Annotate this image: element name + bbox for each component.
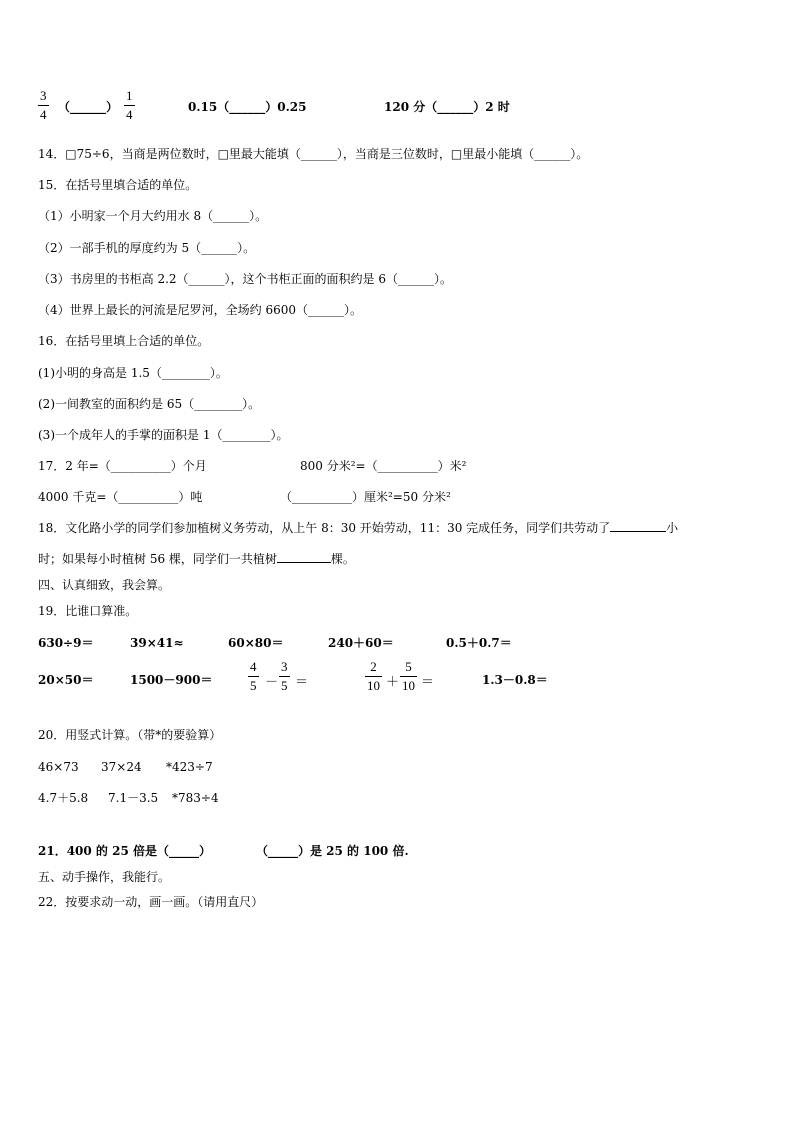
question-15-item-4: （4）世界上最长的河流是尼罗河，全场约 6600（______）。	[38, 303, 362, 317]
question-18-line-1: 18．文化路小学的同学们参加植树义务劳动，从上午 8：30 开始劳动，11：30 完成任务，同学们共劳动了 小	[38, 521, 679, 535]
plus-sign: ＋	[386, 674, 400, 689]
fraction-3-5: 3 5	[281, 659, 288, 693]
question-15-title: 15．在括号里填合适的单位。	[38, 178, 198, 192]
question-16-item-1: (1)小明的身高是 1.5（________）。	[38, 366, 228, 380]
section-5-heading: 五、动手操作，我能行。	[38, 870, 171, 884]
equals-sign: ＝	[295, 674, 309, 689]
calc-0-5: 0.5＋0.7＝	[446, 636, 512, 650]
question-15-item-1: （1）小明家一个月大约用水 8（______）。	[38, 209, 268, 223]
fraction-4-5: 4 5	[250, 659, 257, 693]
vertical-783: *783÷4	[172, 791, 219, 805]
question-15-item-3: （3）书房里的书柜高 2.2（______），这个书柜正面的面积约是 6（______）。	[38, 272, 452, 286]
fraction-1-4: 1 4	[126, 88, 133, 122]
minus-sign: －	[265, 674, 279, 689]
question-16-title: 16．在括号里填上合适的单位。	[38, 334, 210, 348]
fraction-2-10: 2 10	[367, 659, 380, 693]
compare-time: 120 分（______）2 时	[384, 100, 510, 114]
calc-1500: 1500－900＝	[130, 673, 213, 687]
question-21-b: （_____）是 25 的 100 倍.	[256, 844, 409, 858]
compare-decimals: 0.15（______）0.25	[188, 100, 307, 114]
question-17-a: 17．2 年=（__________）个月	[38, 459, 207, 473]
vertical-423: *423÷7	[166, 760, 213, 774]
equals-sign-2: ＝	[421, 674, 435, 689]
vertical-37x24: 37×24	[101, 760, 142, 774]
vertical-7-1: 7.1－3.5	[108, 791, 159, 805]
calc-20x50: 20×50＝	[38, 673, 94, 687]
question-17-d: （__________）厘米²=50 分米²	[280, 490, 451, 504]
calc-60x80: 60×80＝	[228, 636, 284, 650]
question-16-item-2: (2)一间教室的面积约是 65（________）。	[38, 397, 261, 411]
question-21-a: 21．400 的 25 倍是（_____）	[38, 844, 211, 858]
question-18-line-2: 时；如果每小时植树 56 棵，同学们一共植树 棵。	[38, 552, 355, 566]
question-17-c: 4000 千克=（__________）吨	[38, 490, 203, 504]
question-22: 22．按要求动一动，画一画。（请用直尺）	[38, 895, 264, 909]
question-16-item-3: (3)一个成年人的手掌的面积是 1（________）。	[38, 428, 289, 442]
question-15-item-2: （2）一部手机的厚度约为 5（______）。	[38, 241, 256, 255]
section-4-heading: 四、认真细致，我会算。	[38, 578, 171, 592]
question-19-title: 19．比谁口算准。	[38, 604, 138, 618]
question-20-title: 20．用竖式计算。（带*的要验算）	[38, 728, 222, 742]
calc-1-3: 1.3－0.8＝	[482, 673, 548, 687]
vertical-4-7: 4.7＋5.8	[38, 791, 89, 805]
compare-blank-1: （______）	[58, 100, 119, 114]
calc-240: 240＋60＝	[328, 636, 394, 650]
question-17-b: 800 分米²=（__________）米²	[300, 459, 467, 473]
question-14: 14．□75÷6，当商是两位数时，□里最大能填（______），当商是三位数时，□里最小能填（______）。	[38, 147, 589, 161]
vertical-46x73: 46×73	[38, 760, 79, 774]
calc-39x41: 39×41≈	[130, 636, 184, 650]
fraction-5-10: 5 10	[402, 659, 415, 693]
calc-630: 630÷9＝	[38, 636, 94, 650]
fraction-3-4: 3 4	[40, 88, 47, 122]
